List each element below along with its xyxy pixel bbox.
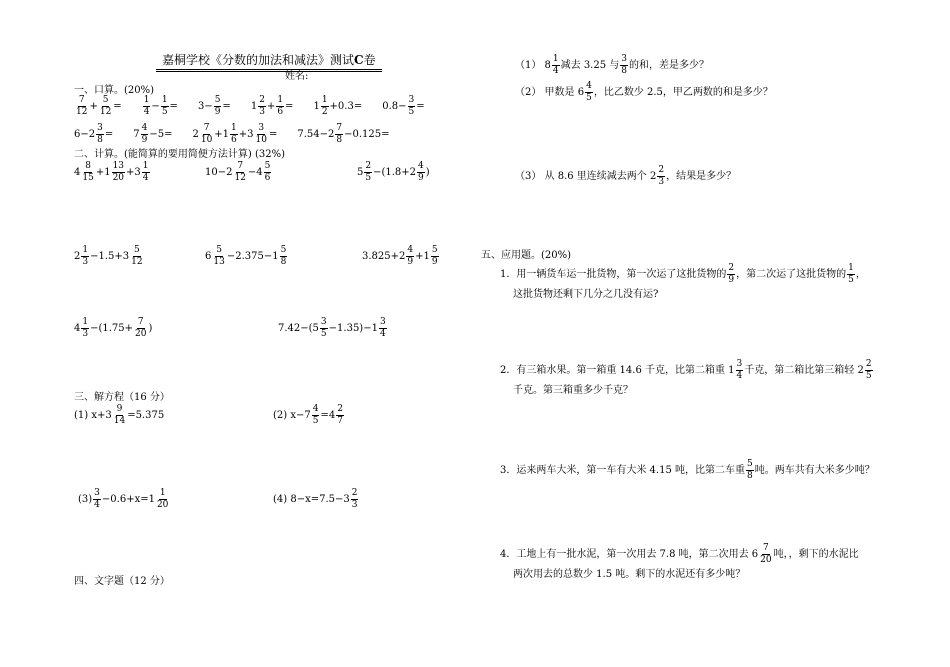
section-1-heading: 一、口算。(20%)	[74, 85, 155, 96]
fraction	[847, 264, 855, 285]
fraction	[736, 360, 744, 381]
expression-text: −1.35)−1	[328, 322, 378, 334]
numerator: 3	[621, 54, 627, 64]
expression-text: −5=	[149, 128, 173, 140]
denominator: 3	[82, 329, 89, 339]
app-problem-1-line-2: 这批货物还剩下几分之几没有运?	[513, 289, 659, 300]
fraction	[335, 124, 343, 145]
fraction	[93, 489, 101, 510]
fraction	[81, 318, 89, 339]
denominator: 3	[351, 500, 358, 510]
expression-text: 10−2	[205, 166, 233, 178]
expression-text: 6	[205, 250, 212, 262]
denominator: 7	[337, 416, 343, 426]
numerator: 4	[312, 404, 319, 414]
numerator: 3	[258, 123, 265, 133]
fraction	[130, 246, 143, 267]
oral-row-2	[74, 124, 410, 145]
expression-text: ，	[855, 268, 866, 280]
denominator: 14	[113, 416, 126, 426]
numerator: 1	[82, 245, 89, 255]
numerator: 7	[78, 95, 85, 105]
expression-text: +1	[214, 128, 230, 140]
fraction	[143, 96, 151, 117]
fraction	[379, 318, 387, 339]
denominator: 9	[418, 173, 424, 183]
expression-text: +1	[415, 250, 430, 262]
fraction	[406, 246, 414, 267]
calc-2c	[362, 246, 440, 267]
section-5-heading: 五、应用题。(20%)	[481, 250, 572, 261]
denominator: 9	[728, 275, 735, 285]
app-problem-2-line-2: 千克。第三箱重多少千克？	[513, 385, 633, 396]
numerator: 4	[418, 161, 424, 171]
expression-text: =	[113, 100, 122, 112]
numerator: 3	[736, 359, 743, 369]
numerator: 5	[102, 95, 109, 105]
title-text: 嘉桐学校《分数的加法和减法》测试	[162, 53, 355, 67]
numerator: 5	[431, 245, 438, 255]
expression-text: 5	[357, 166, 364, 178]
denominator: 12	[131, 257, 143, 267]
expression-text: 1	[313, 100, 320, 112]
expression-text: 7.54−2	[297, 128, 335, 140]
expression-text: 4	[74, 322, 81, 334]
expression-text: (4) 8−x=7.5−3	[273, 493, 350, 505]
numerator: 1	[159, 488, 166, 498]
page-title	[162, 54, 376, 66]
denominator: 4	[736, 371, 743, 381]
expression-text: （3） 从 8.6 里连续减去两个 2	[515, 170, 657, 182]
expression-text: 吨。两车共有大米多少吨？	[754, 464, 875, 476]
expression-text: =	[222, 100, 231, 112]
numerator: 5	[747, 459, 753, 469]
numerator: 3	[408, 95, 415, 105]
fraction	[417, 162, 425, 183]
expression-text: −(1.75+	[90, 322, 134, 334]
expression-text: (3)	[78, 493, 93, 505]
fraction	[161, 96, 169, 117]
fraction	[264, 162, 272, 183]
denominator: 9	[141, 135, 148, 145]
fraction	[552, 55, 560, 76]
numerator: 2	[658, 165, 665, 175]
section-3-heading: 三、解方程（16 分）	[74, 392, 170, 403]
numerator: 5	[264, 161, 271, 171]
numerator: 5	[134, 245, 140, 255]
section-2-heading: 二、计算。(能简算的要用简便方法计算) (32%)	[74, 149, 286, 160]
expression-text: 0.8−	[382, 100, 407, 112]
word-problem-3	[515, 166, 736, 187]
denominator: 9	[431, 257, 438, 267]
expression-text: 吨，，剩下的水泥比	[773, 548, 859, 560]
numerator: 2	[365, 161, 372, 171]
fraction	[134, 318, 147, 339]
expression-text: −	[151, 100, 160, 112]
numerator: 7	[336, 123, 343, 133]
expression-text: ，比乙数少 2.5，甲乙两数的和是多少？	[593, 86, 773, 98]
numerator: 8	[85, 161, 91, 171]
fraction	[113, 405, 126, 426]
expression-text: 1．用一辆货车运一批货物，第一次运了这批货物的	[500, 268, 727, 280]
numerator: 1	[143, 95, 150, 105]
expression-text: +1	[95, 166, 111, 178]
denominator: 8	[336, 135, 343, 145]
equation-3	[78, 489, 170, 510]
denominator: 6	[231, 135, 237, 145]
fraction	[321, 96, 329, 117]
denominator: 4	[379, 329, 386, 339]
fraction	[156, 489, 169, 510]
expression-text: 7	[133, 128, 140, 140]
calc-1b	[205, 162, 272, 183]
denominator: 20	[135, 329, 147, 339]
expression-text: −1.5+3	[90, 250, 130, 262]
fraction	[620, 55, 628, 76]
denominator: 9	[407, 257, 414, 267]
fraction	[112, 162, 125, 183]
numerator: 1	[161, 95, 168, 105]
expression-text: 千克，第二箱比第三箱轻 2	[744, 364, 864, 376]
expression-text: 1	[250, 100, 258, 112]
expression-text: )	[148, 322, 153, 334]
title-suffix: 卷	[363, 53, 376, 67]
expression-text: （2） 甲数是 6	[515, 86, 585, 98]
expression-text: (1) x+3	[74, 409, 112, 421]
fraction	[280, 246, 288, 267]
title-bold: C	[354, 53, 364, 67]
fraction	[585, 82, 593, 103]
fraction	[408, 96, 416, 117]
fraction	[276, 96, 284, 117]
denominator: 6	[277, 107, 284, 117]
numerator: 3	[379, 317, 386, 327]
numerator: 2	[351, 488, 358, 498]
app-problem-3-line-1	[500, 460, 875, 481]
numerator: 1	[231, 123, 237, 133]
denominator: 20	[156, 500, 169, 510]
denominator: 15	[82, 173, 94, 183]
denominator: 3	[259, 107, 265, 117]
fraction	[258, 96, 266, 117]
fraction	[727, 264, 735, 285]
fraction	[81, 246, 89, 267]
denominator: 10	[200, 135, 213, 145]
expression-text: 2	[192, 128, 199, 140]
denominator: 5	[161, 107, 168, 117]
expression-text: =	[104, 128, 114, 140]
denominator: 8	[621, 66, 627, 76]
oral-row-1	[74, 96, 445, 117]
denominator: 4	[552, 66, 559, 76]
denominator: 12	[234, 173, 246, 183]
app-problem-4-line-2: 两次用去的总数少 1.5 吨。剩下的水泥还有多少吨？	[513, 569, 746, 580]
numerator: 4	[407, 245, 414, 255]
expression-text: 减去 3.25 与	[560, 59, 620, 71]
app-problem-2-line-1	[500, 360, 874, 381]
fraction	[81, 162, 94, 183]
expression-text: −4	[247, 166, 263, 178]
app-problem-4-line-1	[500, 544, 859, 565]
denominator: 5	[586, 93, 592, 103]
denominator: 5	[865, 371, 872, 381]
section-4-heading: 四、文字题（12 分）	[74, 576, 170, 587]
expression-text: ，第二次运了这批货物的	[736, 268, 847, 280]
word-problem-2	[515, 82, 773, 103]
numerator: 1	[321, 95, 328, 105]
calc-3a	[74, 318, 152, 339]
denominator: 8	[97, 135, 103, 145]
fraction	[759, 544, 772, 565]
numerator: 1	[82, 317, 89, 327]
expression-text: =	[169, 100, 178, 112]
numerator: 5	[216, 245, 222, 255]
equation-2	[273, 405, 345, 426]
fraction	[320, 318, 328, 339]
denominator: 20	[112, 173, 125, 183]
name-label: 姓名:	[285, 71, 309, 82]
fraction	[230, 124, 238, 145]
numerator: 3	[320, 317, 327, 327]
title-underline	[156, 69, 382, 70]
expression-text: 7.42−(5	[278, 322, 319, 334]
fraction	[142, 162, 150, 183]
equation-4	[273, 489, 359, 510]
denominator: 12	[76, 107, 88, 117]
numerator: 5	[280, 245, 287, 255]
expression-text: +	[266, 100, 276, 112]
expression-text: =5.375	[127, 409, 165, 421]
denominator: 4	[142, 173, 149, 183]
denominator: 2	[321, 107, 328, 117]
denominator: 5	[365, 173, 372, 183]
expression-text: 的和，差是多少？	[629, 59, 709, 71]
fraction	[75, 96, 88, 117]
fraction	[657, 166, 665, 187]
numerator: 4	[141, 123, 148, 133]
expression-text: +3	[238, 128, 254, 140]
denominator: 4	[94, 500, 100, 510]
numerator: 1	[552, 54, 559, 64]
fraction	[141, 124, 149, 145]
expression-text: +0.3=	[329, 100, 363, 112]
calc-1a	[74, 162, 151, 183]
numerator: 1	[848, 263, 854, 273]
fraction	[351, 489, 359, 510]
calc-1c	[357, 162, 430, 183]
fraction	[431, 246, 439, 267]
denominator: 3	[658, 177, 665, 187]
expression-text: 3．运来两车大米，第一车有大米 4.15 吨，比第二车重	[500, 464, 745, 476]
expression-text: +	[89, 100, 98, 112]
expression-text: (2) x−7	[273, 409, 311, 421]
expression-text: −(1.8+2	[373, 166, 417, 178]
numerator: 9	[116, 404, 123, 414]
fraction	[255, 124, 268, 145]
app-problem-1-line-1	[500, 264, 866, 285]
expression-text: =	[268, 128, 278, 140]
denominator: 12	[99, 107, 112, 117]
numerator: 1	[277, 95, 284, 105]
fraction	[212, 246, 225, 267]
numerator: 2	[259, 95, 265, 105]
fraction	[214, 96, 222, 117]
expression-text: −0.6+x=1	[101, 493, 155, 505]
expression-text: 3−	[197, 100, 213, 112]
denominator: 8	[747, 471, 753, 481]
numerator: 1	[142, 161, 149, 171]
fraction	[336, 405, 344, 426]
fraction	[364, 162, 372, 183]
denominator: 5	[320, 329, 327, 339]
numerator: 4	[586, 81, 592, 91]
fraction	[96, 124, 104, 145]
numerator: 5	[214, 95, 221, 105]
denominator: 3	[82, 257, 89, 267]
numerator: 13	[112, 161, 125, 171]
expression-text: −2.375−1	[226, 250, 279, 262]
expression-text: 6−2	[74, 128, 96, 140]
numerator: 2	[728, 263, 735, 273]
fraction	[99, 96, 112, 117]
expression-text: =	[285, 100, 294, 112]
numerator: 2	[337, 404, 343, 414]
expression-text: 2	[74, 250, 81, 262]
denominator: 5	[312, 416, 319, 426]
numerator: 7	[237, 161, 244, 171]
calc-2a	[74, 246, 145, 267]
numerator: 3	[94, 488, 100, 498]
denominator: 6	[264, 173, 271, 183]
expression-text: 4	[74, 166, 81, 178]
numerator: 3	[97, 123, 103, 133]
expression-text: =	[416, 100, 425, 112]
numerator: 2	[865, 359, 872, 369]
denominator: 13	[213, 257, 225, 267]
expression-text: 4．工地上有一批水泥，第一次用去 7.8 吨，第二次用去 6	[500, 548, 759, 560]
calc-3b	[278, 318, 388, 339]
denominator: 9	[214, 107, 221, 117]
denominator: 5	[408, 107, 415, 117]
numerator: 7	[203, 123, 210, 133]
expression-text: )	[425, 166, 430, 178]
expression-text: （1） 8	[515, 59, 551, 71]
denominator: 8	[280, 257, 287, 267]
numerator: 7	[137, 317, 144, 327]
expression-text: =4	[320, 409, 336, 421]
denominator: 10	[255, 135, 267, 145]
equation-1	[74, 405, 164, 426]
numerator: 7	[763, 543, 769, 553]
fraction	[233, 162, 246, 183]
denominator: 5	[848, 275, 854, 285]
denominator: 4	[143, 107, 150, 117]
expression-text: 3.825+2	[362, 250, 406, 262]
expression-text: +3	[126, 166, 141, 178]
fraction	[312, 405, 320, 426]
calc-2b	[205, 246, 288, 267]
fraction	[865, 360, 873, 381]
fraction	[746, 460, 754, 481]
expression-text: ，结果是多少？	[666, 170, 737, 182]
word-problem-1	[515, 55, 709, 76]
expression-text: −0.125=	[344, 128, 390, 140]
expression-text: 2．有三箱水果。第一箱重 14.6 千克，比第二箱重 1	[500, 364, 735, 376]
denominator: 20	[760, 555, 772, 565]
fraction	[200, 124, 213, 145]
title-underline-2	[156, 71, 382, 72]
